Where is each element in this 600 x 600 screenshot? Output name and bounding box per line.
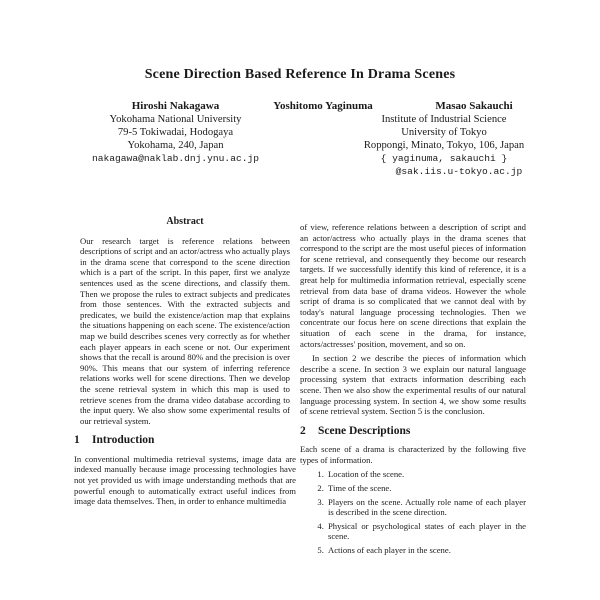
paragraph: of view, reference relations between a description of script and an actor/actress who actually plays in the drama scenes that correspond to the script are the most useful pieces of information for scene retrieval, and consequently they become our research targets. If we successfully identify this kind of reference, it is a great help for multimedia information retrieval, especially scene retrieval from data base of drama videos. However the whole script of drama is so complicated that we cannot deal with by today's natural language processing technologies. Then we concentrate our focus here on scene directions that explain the situation of each scene in the drama, for instance, actors/actresses' position, movement, and so on. xyxy=(300,222,526,349)
author-ids: { yaginuma, sakauchi } xyxy=(380,153,508,164)
paragraph: In section 2 we describe the pieces of information which describe a scene. In section 3 we explain our natural language processing system that extracts information describing each scene. Then we also show the experimental results of our natural language processing system. In section 4, we show some results of scene retrieval system. Section 5 is the conclusion. xyxy=(300,353,526,417)
section-intro: Each scene of a drama is characterized by the following five types of information. xyxy=(300,444,526,465)
section-number: 2 xyxy=(300,424,306,437)
section-title: Scene Descriptions xyxy=(318,424,411,437)
list-item: 4. Physical or psychological states of each player in the scene. xyxy=(326,521,526,542)
intro-text: In conventional multimedia retrieval systems, image data are indexed manually because image processing technologies have not yet provided us with image understanding methods that are powerful enough to automatically extract useful indices from image data themselves. Then, in order to enhance multimedia xyxy=(74,453,296,507)
left-column xyxy=(74,217,296,511)
author-affiliation: Institute of Industrial Science xyxy=(381,114,507,125)
right-column xyxy=(300,222,526,559)
list-item: 2. Time of the scene. xyxy=(326,483,526,494)
author-university: University of Tokyo xyxy=(401,127,487,138)
section-number: 1 xyxy=(74,434,80,447)
list-item: 5. Actions of each player in the scene. xyxy=(326,545,526,556)
info-list xyxy=(300,469,526,555)
author-address: 79-5 Tokiwadai, Hodogaya xyxy=(117,127,234,138)
author-name: Masao Sakauchi xyxy=(435,100,513,112)
author-block-left xyxy=(88,100,263,165)
author-address: Yokohama, 240, Japan xyxy=(127,140,224,151)
section-heading xyxy=(300,426,526,437)
author-name: Yoshitomo Yaginuma xyxy=(273,100,373,112)
author-block-right xyxy=(338,100,550,178)
paper-title: Scene Direction Based Reference In Drama Scenes xyxy=(144,67,456,82)
section-title: Introduction xyxy=(92,434,155,447)
section-heading xyxy=(74,435,296,446)
author-affiliation: Yokohama National University xyxy=(109,114,242,125)
abstract-text: Our research target is reference relations between descriptions of script and an actor/actress who actually plays in the drama scene that correspond to the scene direction which is a part of the script. In this paper, first we analyze sentences used as the scene directions, and classify them. Then we propose the rules to extract subjects and predicates from those sentences. With the extracted subjects and predicates, we build the existence/action map that explains the situations happening on each scene. The existence/action map we build describes scenes very correctly as for whether each player appears in each scene or not. Our experiment shows that the recall is around 80% and the precision is over 90%. This means that our system of inferring reference relations works well for scene directions. Then we develop the scene retrieval system in which this map is used to retrieve scenes from the drama video database according to the input query. We also show some experimental results of our retrieval system. xyxy=(80,235,290,426)
list-item: 1. Location of the scene. xyxy=(326,469,526,480)
list-item: 3. Players on the scene. Actually role name of each player is described in the scene direction. xyxy=(326,497,526,518)
author-address: Roppongi, Minato, Tokyo, 106, Japan xyxy=(363,140,525,151)
author-name: Hiroshi Nakagawa xyxy=(131,100,220,112)
author-email: nakagawa@naklab.dnj.ynu.ac.jp xyxy=(92,153,259,164)
abstract-heading: Abstract xyxy=(166,216,204,227)
author-email: @sak.iis.u-tokyo.ac.jp xyxy=(395,166,523,177)
